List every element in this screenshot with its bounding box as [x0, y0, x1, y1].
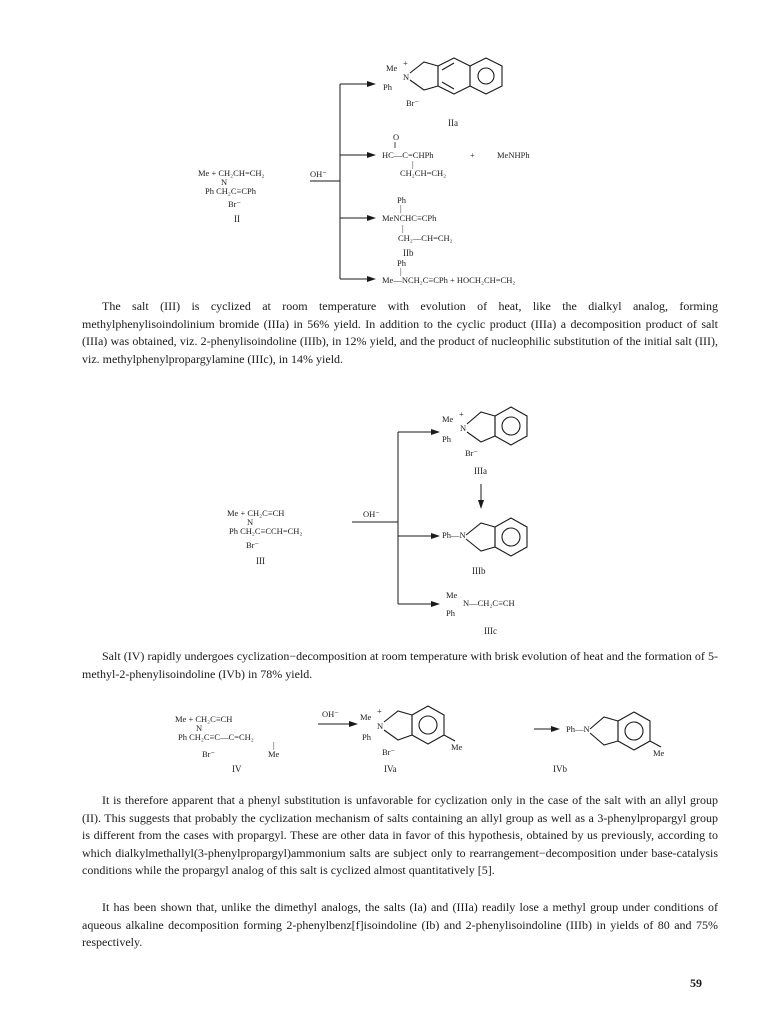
s1-pb-label: IIb [403, 248, 414, 258]
s1-p2-o: O [393, 132, 400, 142]
s1-reactant-n: N [221, 177, 228, 187]
s3-pb-prefix: Ph—N [566, 724, 590, 734]
s1-pa-plus: + [403, 58, 408, 68]
s1-pa-anion: Br⁻ [406, 98, 419, 108]
paragraph-4 [82, 899, 718, 952]
scheme-1 [0, 0, 759, 295]
s1-p2-coproduct: MeNHPh [497, 150, 530, 160]
s3-reactant-n: N [196, 723, 203, 733]
s1-arrowheads [367, 81, 376, 282]
s2-reactant-n: N [247, 517, 254, 527]
s1-pa-me: Me [386, 63, 398, 73]
s3-reagent: OH⁻ [322, 709, 339, 719]
paragraph-3 [82, 792, 718, 880]
paragraph-1-text: The salt (III) is cyclized at room temperature with evolution of heat, like the dialkyl analog, forming methylphenylisoindolinium bromide (IIIa) in 56% yield. In addition to the cyclic product (IIIa) a decomposition product of salt (IIIa) was obtained, viz. 2-phenylisoindoline (IIIb), in 12% yield, and the product of nucleophilic substitution of the initial salt (III), viz. methylphenylpropargylamine (IIIc), in 14% yield. [82, 299, 718, 366]
s2-pc-label: IIIc [484, 626, 497, 636]
s3-reactant-label: IV [232, 764, 242, 774]
s2-pa-ring [467, 407, 527, 445]
s2-pb-prefix: Ph—N [442, 530, 466, 540]
s3-pa-anion: Br⁻ [382, 747, 395, 757]
s2-reactant-anion: Br⁻ [246, 540, 259, 550]
s1-p2-plus: + [470, 150, 475, 160]
scheme-3 [0, 700, 759, 785]
scheme-2 [0, 380, 759, 640]
s2-reactant-label: III [256, 556, 265, 566]
s3-pb-ring [590, 712, 661, 750]
s2-reactant-top: Me + CH₂C≡CH [227, 508, 285, 518]
s1-reactant-anion: Br⁻ [228, 199, 241, 209]
s1-branch-lines [310, 84, 368, 279]
s2-pa-me: Me [442, 414, 454, 424]
s1-p2-dbl: ‖ [394, 140, 397, 150]
s1-pa-label: IIa [448, 118, 458, 128]
s1-pa-ph: Ph [383, 82, 392, 92]
s2-pa-label: IIIa [474, 466, 487, 476]
s2-pc-line: N—CH₂C≡CH [463, 598, 515, 608]
s1-p4-ph: Ph [397, 258, 406, 268]
s3-reactant-me: Me [268, 749, 280, 759]
s1-reagent: OH⁻ [310, 169, 327, 179]
paragraph-2 [82, 648, 718, 683]
s1-p2-line2: CH₂CH=CH₂ [400, 168, 447, 178]
s3-pb-label: IVb [553, 764, 567, 774]
s1-pa-ring [410, 58, 502, 94]
s1-pb-ph: Ph [397, 195, 406, 205]
s1-p2-bar: | [412, 159, 414, 169]
s3-pa-ph: Ph [362, 732, 371, 742]
s1-p2-line1: HC—C=CHPh [382, 150, 434, 160]
s3-pa-plus: + [377, 706, 382, 716]
s3-reactant-bar: | [273, 740, 275, 750]
s3-pa-ring [384, 706, 455, 744]
s2-pa-n: N [460, 423, 467, 433]
s1-reactant-bottom: Ph CH₂C≡CPh [205, 186, 256, 196]
s1-pb-bar2: | [402, 223, 404, 233]
s3-reactant-top: Me + CH₂C≡CH [175, 714, 233, 724]
s1-p4-line1: Me—NCH₂C≡CPh + HOCH₂CH=CH₂ [382, 275, 516, 285]
s2-pa-anion: Br⁻ [465, 448, 478, 458]
s1-pb-line2: CH₂—CH=CH₂ [398, 233, 453, 243]
s2-pa-plus: + [459, 409, 464, 419]
s3-reactant-bottom: Ph CH₂C≡C—C=CH₂ [178, 732, 254, 742]
page-number: 59 [690, 976, 702, 990]
s1-pa-n: N [403, 72, 410, 82]
s3-pb-ring-me: Me [653, 748, 665, 758]
s1-reactant-top: Me + CH₂CH=CH₂ [198, 168, 265, 178]
paragraph-2-text: Salt (IV) rapidly undergoes cyclization−decomposition at room temperature with brisk evolution of heat and the formation of 5-methyl-2-phenylisoindoline (IVb) in 78% yield. [82, 649, 718, 681]
paragraph-1 [82, 298, 718, 368]
s3-pa-me: Me [360, 712, 372, 722]
s2-pb-ring [466, 518, 527, 556]
paragraph-4-text: It has been shown that, unlike the dimethyl analogs, the salts (Ia) and (IIIa) readily lose a methyl group under conditions of aqueous alkaline decomposition forming 2-phenylbenz[f]isoindoline (Ib) and 2-phenylisoindoline (IIIb) in yields of 80 and 75% respectively. [82, 900, 718, 950]
s3-reactant-anion: Br⁻ [202, 749, 215, 759]
s1-pb-bar: | [400, 203, 402, 213]
paragraph-3-text: It is therefore apparent that a phenyl substitution is unfavorable for cyclization only in the case of the salt with an allyl group (II). This suggests that probably the cyclization mechanism of salts containing an allyl group as well as a 3-phenylpropargyl group is different from the cases with propargyl. These are other data in favor of this hypothesis, obtained by us previously, according to which dialkylmethallyl(3-phenylpropargyl)ammonium salts are subject only to rearrangement−decomposition under base-catalysis conditions while the propargyl analog of this salt is cyclized almost quantitatively [5]. [82, 793, 718, 878]
s2-pa-ph: Ph [442, 434, 451, 444]
s2-pc-me: Me [446, 590, 458, 600]
s1-reactant-label: II [234, 214, 240, 224]
s3-pa-label: IVa [384, 764, 397, 774]
s2-pb-label: IIIb [472, 566, 486, 576]
s3-pa-ring-me: Me [451, 742, 463, 752]
s2-reagent: OH⁻ [363, 509, 380, 519]
s3-pa-n: N [377, 721, 384, 731]
s1-pb-line1: MeNCHC≡CPh [382, 213, 437, 223]
s2-pc-ph: Ph [446, 608, 455, 618]
s2-reactant-bottom: Ph CH₂C≡CCH=CH₂ [229, 526, 303, 536]
s1-p4-bar: | [400, 266, 402, 276]
